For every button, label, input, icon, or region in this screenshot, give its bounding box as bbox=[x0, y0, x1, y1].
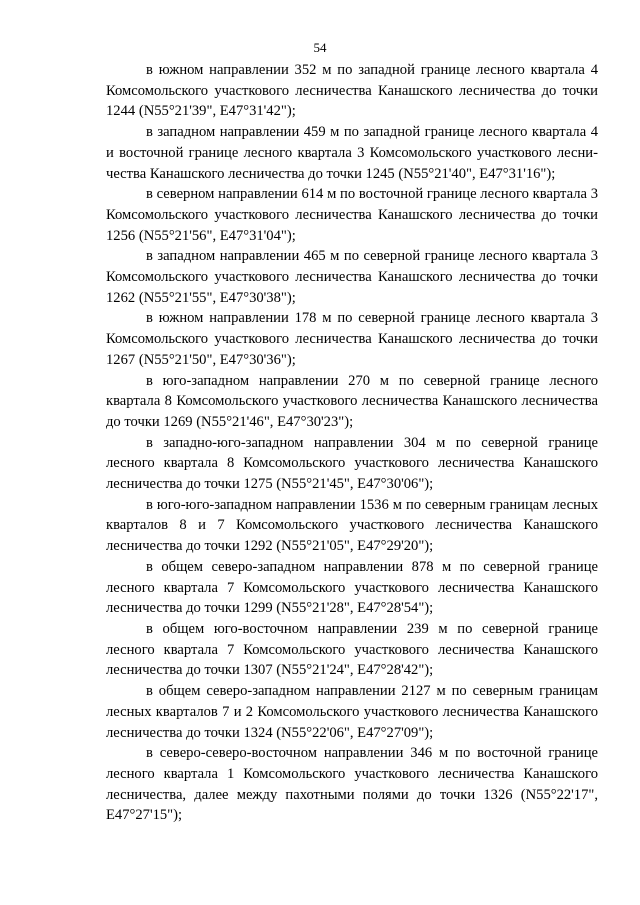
paragraph-9: в общем северо-западном направлении 878 м по северной границе лесного квартала 7 Комсомольского участкового лесничества Канашского лесничества до точки 1299 (N55°21'28", E47°28'54"); bbox=[106, 558, 598, 617]
paragraph-8: в юго-юго-западном направлении 1536 м по северным границам лесных кварталов 8 и 7 Комсомольского участкового лесничества Канашского лесничества до точки 1292 (N55°21'05", E47°29'20"); bbox=[106, 496, 598, 555]
paragraph-12: в северо-северо-восточном направлении 346 м по восточной границе лесного квартала 1 Комсомольского участкового лесничества Канашского лесничества, далее между пахотными полями до точки 1326 (N55°22'17", E47°27'15"); bbox=[106, 745, 598, 824]
paragraph-3: в северном направлении 614 м по восточной границе лесного квартала 3 Комсомольского участкового лесничества Канашского лесничества до точки 1256 (N55°21'56", E47°31'04"); bbox=[106, 186, 598, 244]
paragraph-4: в западном направлении 465 м по северной границе лесного квартала 3 Комсомольского участкового лесничества Канашского лесничества до точки 1262 (N55°21'55", E47°30'38"); bbox=[106, 248, 598, 306]
paragraph-1: в южном направлении 352 м по западной границе лесного квартала 4 Комсомольского участкового лесничества Канашского лесничества до точки 1244 (N55°21'39", E47°31'42"); bbox=[106, 62, 598, 120]
paragraph-2: в западном направлении 459 м по западной границе лесного квартала 4 и восточной границе лесного квартала 3 Комсомольского участкового лесничества Канашского лесничества до точки 1245 (N55°21'40", E47°31'16"); bbox=[106, 124, 598, 182]
paragraph-5: в южном направлении 178 м по северной границе лесного квартала 3 Комсомольского участкового лесничества Канашского лесничества до точки 1267 (N55°21'50", E47°30'36"); bbox=[106, 310, 598, 368]
paragraph-10: в общем юго-восточном направлении 239 м по северной границе лесного квартала 7 Комсомольского участкового лесничества Канашского лесничества до точки 1307 (N55°21'24", E47°28'42"); bbox=[106, 620, 598, 679]
paragraph-7: в западно-юго-западном направлении 304 м по северной границе лесного квартала 8 Комсомольского участкового лесничества Канашского лесничества до точки 1275 (N55°21'45", E47°30'06"); bbox=[106, 434, 598, 493]
paragraph-6: в юго-западном направлении 270 м по северной границе лесного квартала 8 Комсомольского участкового лесничества Канашского лесничества до точки 1269 (N55°21'46", E47°30'23"); bbox=[106, 372, 598, 430]
page-number: 54 bbox=[313, 40, 327, 55]
paragraph-11: в общем северо-западном направлении 2127 м по северным границам лесных кварталов 7 и 2 Комсомольского участкового лесничества Канашского лесничества до точки 1324 (N55°22'06", E47°27'09"); bbox=[106, 683, 598, 741]
document-body bbox=[106, 60, 598, 826]
